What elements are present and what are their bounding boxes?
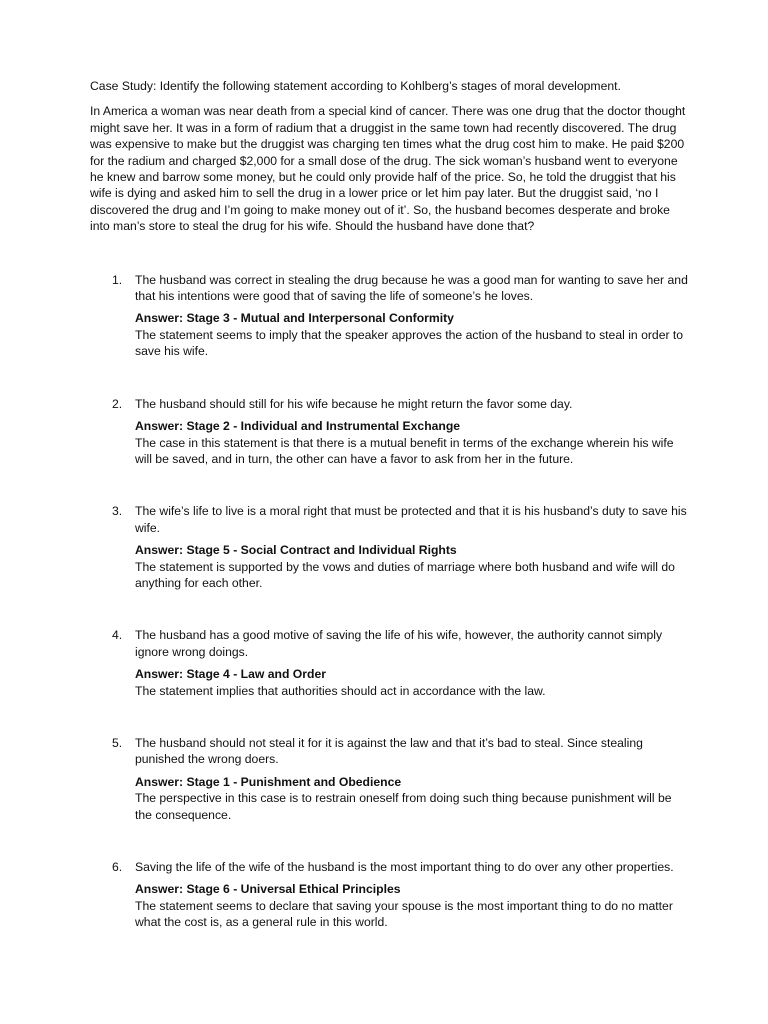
item-statement: The husband was correct in stealing the drug because he was a good man for wanting to save her and that his intentions were good that of saving the life of someone’s he loves.: [135, 272, 688, 304]
item-answer: [135, 310, 688, 326]
document-title: Case Study: Identify the following statement according to Kohlberg’s stages of moral development.: [90, 79, 621, 93]
answer-stage: Stage 5 - Social Contract and Individual Rights: [186, 543, 457, 558]
item-number: 6.: [112, 860, 123, 874]
case-study-paragraph: In America a woman was near death from a special kind of cancer. There was one drug that the doctor thought might save her. It was in a form of radium that a druggist in the same town had recently discovered. The drug was expensive to make but the druggist was charging ten times what the drug cost him to make. He paid $200 for the radium and charged $2,000 for a small dose of the drug. The sick woman’s husband went to everyone he knew and barrow some money, but he could only provide half of the price. So, he told the druggist that his wife is dying and asked him to sell the drug in a lower price or let him pay later. But the druggist said, ‘no I discovered the drug and I’m going to make money out of it’. So, the husband becomes desperate and broke into man’s store to steal the drug for his wife. Should the husband have done that?: [90, 104, 686, 234]
item-number: 4.: [112, 628, 123, 643]
answer-label: Answer:: [135, 543, 184, 558]
item-number: 2.: [112, 396, 123, 411]
item-statement: The husband has a good motive of saving the life of his wife, however, the authority cannot simply ignore wrong doings.: [135, 628, 663, 659]
item-statement: The husband should still for his wife because he might return the favor some day.: [135, 396, 573, 411]
list-item: [90, 503, 688, 591]
item-explanation: The statement is supported by the vows and duties of marriage where both husband and wife will do anything for each other.: [135, 559, 675, 590]
item-explanation: The statement implies that authorities should act in accordance with the law.: [135, 683, 546, 698]
answer-label: Answer:: [135, 774, 184, 789]
answer-stage: Stage 4 - Law and Order: [186, 667, 326, 682]
item-explanation: The statement seems to imply that the speaker approves the action of the husband to steal in order to save his wife.: [135, 327, 684, 359]
item-number: 1.: [112, 272, 123, 287]
answer-label: Answer:: [135, 882, 184, 897]
item-explanation: The case in this statement is that there is a mutual benefit in terms of the exchange wherein his wife will be saved, and in turn, the other can have a favor to ask from her in the future.: [135, 435, 674, 466]
item-answer: [135, 881, 688, 897]
answer-stage: Stage 1 - Punishment and Obedience: [186, 774, 402, 789]
item-statement: The wife’s life to live is a moral right that must be protected and that it is his husband’s duty to save his wife.: [135, 504, 687, 535]
item-explanation: The perspective in this case is to restrain oneself from doing such thing because punishment will be the consequence.: [135, 791, 672, 822]
item-explanation: The statement seems to declare that saving your spouse is the most important thing to do no matter what the cost is, as a general rule in this world.: [135, 898, 673, 930]
item-answer: [135, 418, 688, 434]
list-item: [90, 735, 688, 823]
answer-stage: Stage 2 - Individual and Instrumental Exchange: [186, 419, 461, 434]
item-statement: The husband should not steal it for it is against the law and that it’s bad to steal. Since stealing punished the wrong doers.: [135, 735, 643, 767]
item-answer: [135, 774, 688, 790]
answer-stage: Stage 6 - Universal Ethical Principles: [186, 882, 401, 897]
item-answer: [135, 542, 688, 558]
item-number: 3.: [112, 504, 123, 519]
answer-stage: Stage 3 - Mutual and Interpersonal Conformity: [186, 311, 454, 326]
list-item: [90, 396, 688, 468]
answer-label: Answer:: [135, 311, 184, 326]
item-answer: [135, 666, 688, 682]
answer-label: Answer:: [135, 419, 184, 434]
item-statement: Saving the life of the wife of the husband is the most important thing to do over any other properties.: [135, 860, 674, 874]
list-item: [90, 859, 688, 931]
list-item: [90, 272, 688, 360]
item-number: 5.: [112, 735, 123, 750]
answer-label: Answer:: [135, 667, 184, 682]
list-item: [90, 627, 688, 699]
